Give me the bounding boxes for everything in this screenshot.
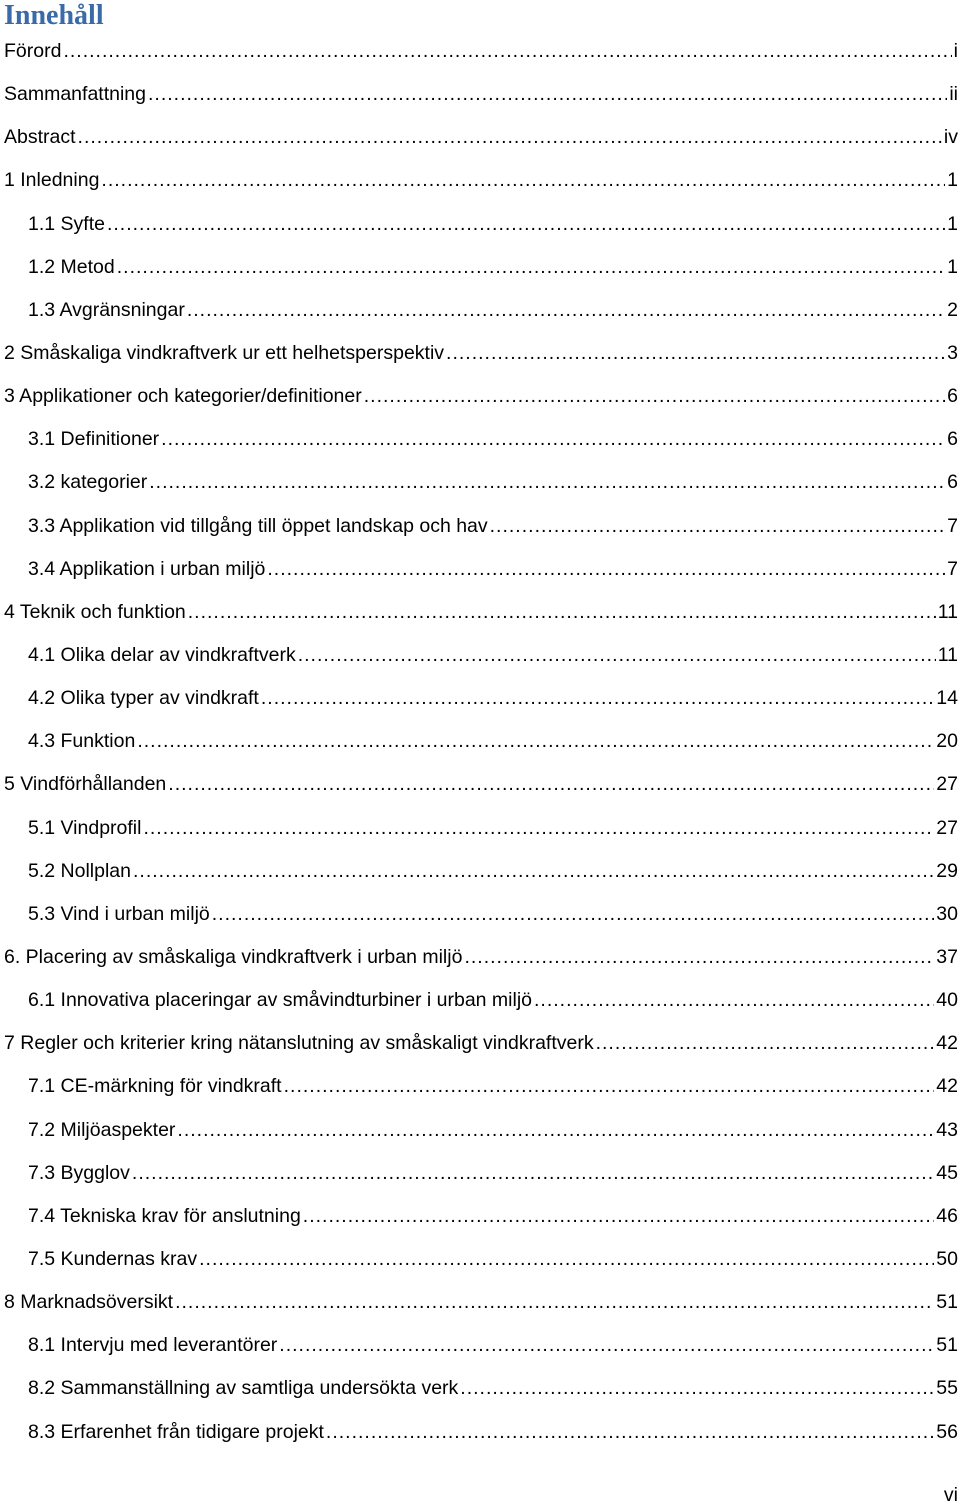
toc-entry-link[interactable] (28, 989, 960, 1012)
dot-leader (267, 558, 945, 581)
dot-leader (63, 40, 951, 63)
toc-entry-link[interactable] (4, 342, 960, 365)
toc-entry-title: Abstract (4, 126, 76, 149)
toc-entry-link[interactable] (28, 903, 960, 926)
dot-leader (212, 903, 935, 926)
toc-entry (0, 720, 960, 763)
toc-entry-page: 51 (936, 1334, 958, 1357)
toc-entry-title: 1 Inledning (4, 169, 100, 192)
toc-entry (0, 634, 960, 677)
toc-entry (0, 461, 960, 504)
toc-entry-link[interactable] (28, 1075, 960, 1098)
toc-entry-page: 29 (936, 859, 958, 882)
toc-entry-link[interactable] (28, 515, 960, 538)
dot-leader (303, 1205, 935, 1228)
toc-entry-page: 7 (947, 557, 958, 580)
toc-entry (0, 850, 960, 893)
dot-leader (284, 1075, 935, 1098)
toc-entry-page: 40 (936, 989, 958, 1012)
toc-entry-link[interactable] (28, 299, 960, 322)
toc-entry-link[interactable] (4, 83, 960, 106)
toc-entry (0, 73, 960, 116)
toc-entry (0, 289, 960, 332)
toc-entry-title: 6.1 Innovativa placeringar av småvindturbiner i urban miljö (28, 989, 533, 1012)
toc-entry-title: 8 Marknadsöversikt (4, 1291, 174, 1314)
page-number: vi (943, 1484, 958, 1506)
toc-entry-link[interactable] (28, 428, 960, 451)
toc-entry (0, 375, 960, 418)
toc-entry-page: 20 (936, 730, 958, 753)
dot-leader (101, 169, 945, 192)
toc-entry-page: 11 (937, 600, 958, 623)
toc-entry (0, 591, 960, 634)
toc-entry-link[interactable] (28, 1334, 960, 1357)
toc-entry-link[interactable] (28, 644, 960, 667)
toc-entry-link[interactable] (28, 1421, 960, 1444)
toc-entry-link[interactable] (28, 1248, 960, 1271)
toc-entry (0, 1281, 960, 1324)
toc-entry-title: 1.2 Metod (28, 255, 115, 278)
dot-leader (534, 989, 934, 1012)
toc-entry-title: 7.2 Miljöaspekter (28, 1118, 176, 1141)
toc-entry-page: 6 (947, 428, 958, 451)
toc-entry (0, 30, 960, 73)
toc-entry-page: ii (949, 83, 958, 106)
toc-entry (0, 763, 960, 806)
toc-entry-title: 3.1 Definitioner (28, 428, 160, 451)
toc-entry-link[interactable] (4, 385, 960, 408)
toc-entry-link[interactable] (4, 126, 960, 149)
toc-entry-link[interactable] (28, 1377, 960, 1400)
toc-entry-title: 7 Regler och kriterier kring nätanslutning av småskaligt vindkraftverk (4, 1032, 594, 1055)
toc-entry-title: 4 Teknik och funktion (4, 600, 186, 623)
toc-entry-title: Sammanfattning (4, 83, 146, 106)
dot-leader (187, 299, 945, 322)
toc-entry-title: 5.1 Vindprofil (28, 816, 142, 839)
toc-entry-link[interactable] (28, 730, 960, 753)
toc-heading: Innehåll (4, 0, 104, 31)
toc-entry-page: 1 (947, 255, 958, 278)
toc-entry (0, 1238, 960, 1281)
toc-entry-title: 3 Applikationer och kategorier/definitioner (4, 385, 362, 408)
toc-entry-title: 1.1 Syfte (28, 212, 105, 235)
toc-entry-link[interactable] (4, 946, 960, 969)
toc-entry-page: 6 (947, 471, 958, 494)
dot-leader (168, 773, 934, 796)
toc-entry-title: 7.4 Tekniska krav för anslutning (28, 1204, 301, 1227)
toc-entry-page: 1 (947, 169, 958, 192)
dot-leader (149, 471, 945, 494)
toc-entry-title: 7.5 Kundernas krav (28, 1248, 198, 1270)
toc-entry-title: 3.2 kategorier (28, 471, 148, 494)
toc-entry-page: 46 (936, 1204, 958, 1227)
toc-entry-page: 42 (936, 1032, 958, 1055)
dot-leader (148, 83, 947, 106)
toc-entry-title: 3.4 Applikation i urban miljö (28, 557, 266, 580)
dot-leader (596, 1032, 935, 1055)
toc-entry-link[interactable] (28, 1162, 960, 1185)
dot-leader (261, 687, 934, 710)
toc-entry-title: 4.1 Olika delar av vindkraftverk (28, 644, 296, 667)
toc-entry-page: 30 (936, 902, 958, 925)
dot-leader (107, 213, 945, 236)
toc-entry-title: 7.3 Bygglov (28, 1161, 130, 1184)
toc-entry-link[interactable] (4, 1291, 960, 1314)
toc-entry-title: 6. Placering av småskaliga vindkraftverk i urban miljö (4, 946, 463, 969)
toc-entry-page: 56 (936, 1420, 958, 1443)
dot-leader (298, 644, 936, 667)
dot-leader (78, 126, 942, 149)
toc-entry (0, 332, 960, 375)
toc-entry-page: 37 (936, 946, 958, 969)
toc-entry-title: Förord (4, 40, 62, 63)
toc-entry-page: 50 (936, 1248, 958, 1270)
toc-entry-title: 5.3 Vind i urban miljö (28, 902, 210, 925)
toc-list (0, 30, 960, 1454)
toc-entry-title: 5 Vindförhållanden (4, 773, 167, 796)
toc-entry (0, 1109, 960, 1152)
toc-entry-title: 7.1 CE-märkning för vindkraft (28, 1075, 282, 1098)
toc-entry (0, 203, 960, 246)
toc-entry-link[interactable] (28, 1119, 960, 1142)
dot-leader (177, 1119, 934, 1142)
dot-leader (326, 1421, 934, 1444)
toc-entry (0, 1022, 960, 1065)
toc-entry (0, 159, 960, 202)
toc-entry-link[interactable] (28, 817, 960, 840)
dot-leader (132, 1162, 934, 1185)
toc-entry-page: 45 (936, 1161, 958, 1184)
toc-entry-page: 7 (947, 514, 958, 537)
toc-entry (0, 1065, 960, 1108)
toc-entry (0, 116, 960, 159)
dot-leader (446, 342, 945, 365)
dot-leader (143, 817, 934, 840)
toc-entry-link[interactable] (28, 213, 960, 236)
dot-leader (188, 601, 936, 624)
toc-entry-link[interactable] (4, 40, 960, 63)
toc-entry (0, 1152, 960, 1195)
toc-entry-link[interactable] (28, 256, 960, 279)
toc-entry-page: 27 (936, 773, 958, 796)
toc-entry-title: 5.2 Nollplan (28, 859, 131, 882)
dot-leader (133, 860, 934, 883)
toc-entry-link[interactable] (28, 687, 960, 710)
toc-entry-page: iv (943, 126, 958, 149)
toc-entry-link[interactable] (4, 169, 960, 192)
toc-entry (0, 807, 960, 850)
toc-entry-page: 51 (936, 1291, 958, 1314)
toc-entry-page: 11 (937, 644, 958, 667)
dot-leader (364, 385, 945, 408)
toc-entry-link[interactable] (28, 860, 960, 883)
toc-entry (0, 246, 960, 289)
toc-entry-page: 42 (936, 1075, 958, 1098)
toc-entry (0, 936, 960, 979)
dot-leader (175, 1291, 934, 1314)
toc-entry-page: 6 (947, 385, 958, 408)
toc-entry-page: 2 (947, 298, 958, 321)
toc-entry-page: 14 (936, 687, 958, 710)
toc-entry-link[interactable] (4, 601, 960, 624)
toc-entry-title: 4.3 Funktion (28, 730, 136, 753)
toc-entry-link[interactable] (28, 1205, 960, 1228)
toc-entry-title: 2 Småskaliga vindkraftverk ur ett helhetsperspektiv (4, 342, 445, 365)
toc-entry-page: i (953, 40, 958, 63)
toc-entry-page: 3 (947, 342, 958, 365)
dot-leader (117, 256, 945, 279)
dot-leader (279, 1334, 934, 1357)
toc-entry-page: 1 (947, 212, 958, 235)
toc-entry (0, 505, 960, 548)
dot-leader (490, 515, 946, 538)
toc-entry (0, 418, 960, 461)
toc-entry (0, 548, 960, 591)
toc-entry-title: 4.2 Olika typer av vindkraft (28, 687, 259, 710)
toc-entry-page: 55 (936, 1377, 958, 1400)
toc-entry-title: 8.2 Sammanställning av samtliga undersökta verk (28, 1377, 459, 1400)
toc-entry (0, 1195, 960, 1238)
dot-leader (460, 1377, 934, 1400)
toc-entry (0, 979, 960, 1022)
toc-entry-page: 27 (936, 816, 958, 839)
toc-entry-link[interactable] (4, 773, 960, 796)
toc-entry-link[interactable] (28, 558, 960, 581)
toc-entry (0, 677, 960, 720)
dot-leader (161, 428, 945, 451)
toc-entry-title: 3.3 Applikation vid tillgång till öppet landskap och hav (28, 514, 488, 537)
toc-entry-title: 8.3 Erfarenhet från tidigare projekt (28, 1420, 324, 1443)
toc-entry-link[interactable] (4, 1032, 960, 1055)
toc-entry (0, 893, 960, 936)
toc-entry-link[interactable] (28, 471, 960, 494)
dot-leader (464, 946, 934, 969)
toc-entry (0, 1411, 960, 1454)
toc-entry-page: 43 (936, 1118, 958, 1141)
dot-leader (199, 1248, 934, 1271)
toc-entry (0, 1367, 960, 1410)
toc-entry-title: 1.3 Avgränsningar (28, 298, 185, 321)
dot-leader (137, 730, 934, 753)
toc-entry-title: 8.1 Intervju med leverantörer (28, 1334, 278, 1357)
toc-entry (0, 1324, 960, 1367)
